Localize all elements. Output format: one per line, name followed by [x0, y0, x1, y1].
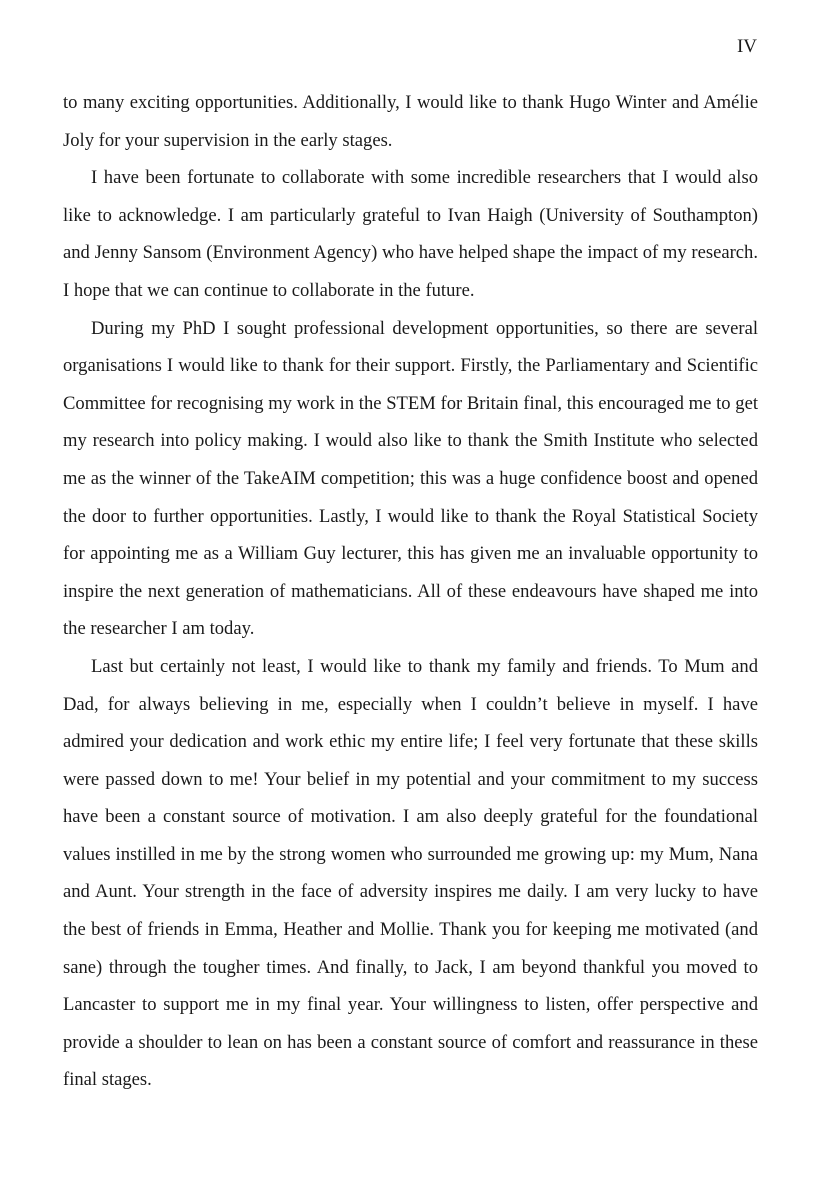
- paragraph-continued: to many exciting opportunities. Additionally, I would like to thank Hugo Winter and Amélie Joly for your supervision in the early stages.: [63, 92, 758, 151]
- page-number: IV: [736, 36, 757, 57]
- acknowledgements-body: [63, 84, 758, 1099]
- paragraph-collaborators: I have been fortunate to collaborate with some incredible researchers that I would also like to acknowledge. I am particularly grateful to Ivan Haigh (University of Southampton) and Jenny Sansom (Environment Agency) who have helped shape the impact of my research. I hope that we can continue to collaborate in the future.: [63, 167, 758, 301]
- paragraph-family-friends: Last but certainly not least, I would like to thank my family and friends. To Mum and Dad, for always believing in me, especially when I couldn’t believe in myself. I have admired your dedication and work ethic my entire life; I feel very fortunate that these skills were passed down to me! Your belief in my potential and your commitment to my success have been a constant source of motivation. I am also deeply grateful for the foundational values instilled in me by the strong women who surrounded me growing up: my Mum, Nana and Aunt. Your strength in the face of adversity inspires me daily. I am very lucky to have the best of friends in Emma, Heather and Mollie. Thank you for keeping me motivated (and sane) through the tougher times. And finally, to Jack, I am beyond thankful you moved to Lancaster to support me in my final year. Your willingness to listen, offer perspective and provide a shoulder to lean on has been a constant source of comfort and reassurance in these final stages.: [63, 655, 758, 1091]
- paragraph-professional-development: During my PhD I sought professional development opportunities, so there are several organisations I would like to thank for their support. Firstly, the Parliamentary and Scientific Committee for recognising my work in the STEM for Britain final, this encouraged me to get my research into policy making. I would also like to thank the Smith Institute who selected me as the winner of the TakeAIM competition; this was a huge confidence boost and opened the door to further opportunities. Lastly, I would like to thank the Royal Statistical Society for appointing me as a William Guy lecturer, this has given me an invaluable opportunity to inspire the next generation of mathematicians. All of these endeavours have shaped me into the researcher I am today.: [63, 317, 758, 640]
